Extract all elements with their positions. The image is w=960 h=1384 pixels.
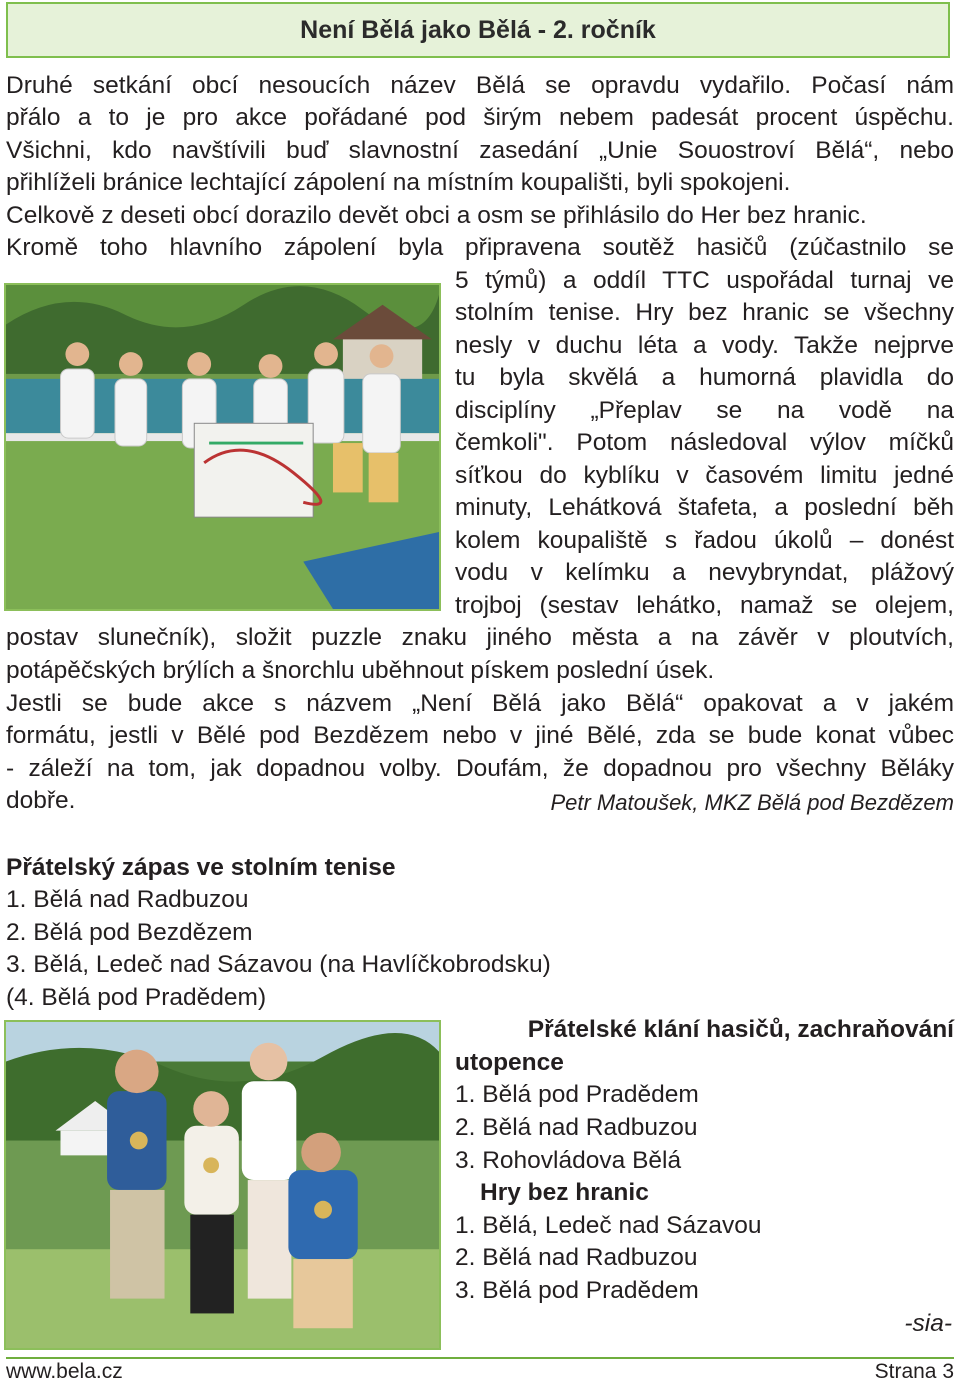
author-tag: -sia-	[904, 1310, 952, 1337]
games-heading: Hry bez hranic	[480, 1179, 649, 1206]
games-result: 2. Bělá nad Radbuzou	[455, 1244, 698, 1271]
table-tennis-result: (4. Bělá pod Pradědem)	[6, 984, 267, 1011]
table-tennis-result: 2. Bělá pod Bezdězem	[6, 919, 253, 946]
firefighters-result: 2. Bělá nad Radbuzou	[455, 1114, 698, 1141]
footer-website: www.bela.cz	[6, 1360, 123, 1383]
article-line: síťkou do kyblíku v časovém limitu jedné	[455, 462, 954, 489]
firefighters-result: 3. Rohovládova Bělá	[455, 1147, 682, 1174]
article-line: Druhé setkání obcí nesoucích název Bělá se opravdu vydařilo. Počasí nám	[6, 72, 954, 99]
article-line: minuty, Lehátková štafeta, a poslední běh	[455, 494, 954, 521]
article-line: stolním tenise. Hry bez hranic se všechny	[455, 299, 954, 326]
firefighters-result: 1. Bělá pod Pradědem	[455, 1081, 699, 1108]
firefighters-heading: Přátelské klání hasičů, zachraňování	[527, 1016, 954, 1043]
footer-divider	[6, 1357, 954, 1359]
firefighters-heading-cont: utopence	[455, 1049, 564, 1076]
article-line: potápěčských brýlích a šnorchlu uběhnout pískem poslední úsek.	[6, 657, 715, 684]
article-line: 5 týmů) a oddíl TTC uspořádal turnaj ve	[455, 267, 954, 294]
article-line: dobře.	[6, 787, 76, 814]
article-line: trojboj (sestav lehátko, namaž se olejem,	[455, 592, 954, 619]
article-line: formátu, jestli v Bělé pod Bezdězem nebo v jiné Bělé, zda se bude konat vůbec	[6, 722, 954, 749]
article-line: čemkoli". Potom následoval výlov míčků	[455, 429, 954, 456]
article-line: Všichni, kdo navštívili buď slavnostní zasedání „Unie Souostroví Bělá“, nebo	[6, 137, 954, 164]
article-line: - záleží na tom, jak dopadnou volby. Doufám, že dopadnou pro všechny Běláky	[6, 755, 954, 782]
games-result: 1. Bělá, Ledeč nad Sázavou	[455, 1212, 762, 1239]
article-line: Kromě toho hlavního zápolení byla připravena soutěž hasičů (zúčastnilo se	[6, 234, 954, 261]
table-tennis-result: 3. Bělá, Ledeč nad Sázavou (na Havlíčkobrodsku)	[6, 951, 551, 978]
article-line: tu byla skvělá a humorná plavidla do	[455, 364, 954, 391]
article-line: přihlíželi bránice lechtající zápolení na místním koupališti, byli spokojeni.	[6, 169, 791, 196]
games-result: 3. Bělá pod Pradědem	[455, 1277, 699, 1304]
page-title: Není Bělá jako Bělá - 2. ročník	[300, 15, 656, 44]
table-tennis-result: 1. Bělá nad Radbuzou	[6, 886, 249, 913]
medal-winners-photo	[4, 1020, 441, 1350]
article-line: kolem koupaliště s řadou úkolů – donést	[455, 527, 954, 554]
article-line: přálo a to je pro akce pořádané pod širým nebem padesát procent úspěchu.	[6, 104, 954, 131]
page-title-box	[6, 2, 950, 58]
table-tennis-heading: Přátelský zápas ve stolním tenise	[6, 854, 396, 881]
article-line: postav slunečník), složit puzzle znaku jiného města a na závěr v ploutvích,	[6, 624, 954, 651]
article-line: vodu v kelímku a nevybryndat, plážový	[455, 559, 954, 586]
article-line: nesly v duchu léta a vody. Takže nejprve	[455, 332, 954, 359]
article-line: disciplíny „Přeplav se na vodě na	[455, 397, 954, 424]
article-signature: Petr Matoušek, MKZ Bělá pod Bezdězem	[550, 790, 954, 815]
team-pool-photo	[4, 283, 441, 611]
article-line: Celkově z deseti obcí dorazilo devět obci a osm se přihlásilo do Her bez hranic.	[6, 202, 867, 229]
article-line: Jestli se bude akce s názvem „Není Bělá jako Bělá“ opakovat a v jakém	[6, 690, 954, 717]
footer-page-number: Strana 3	[874, 1360, 954, 1383]
